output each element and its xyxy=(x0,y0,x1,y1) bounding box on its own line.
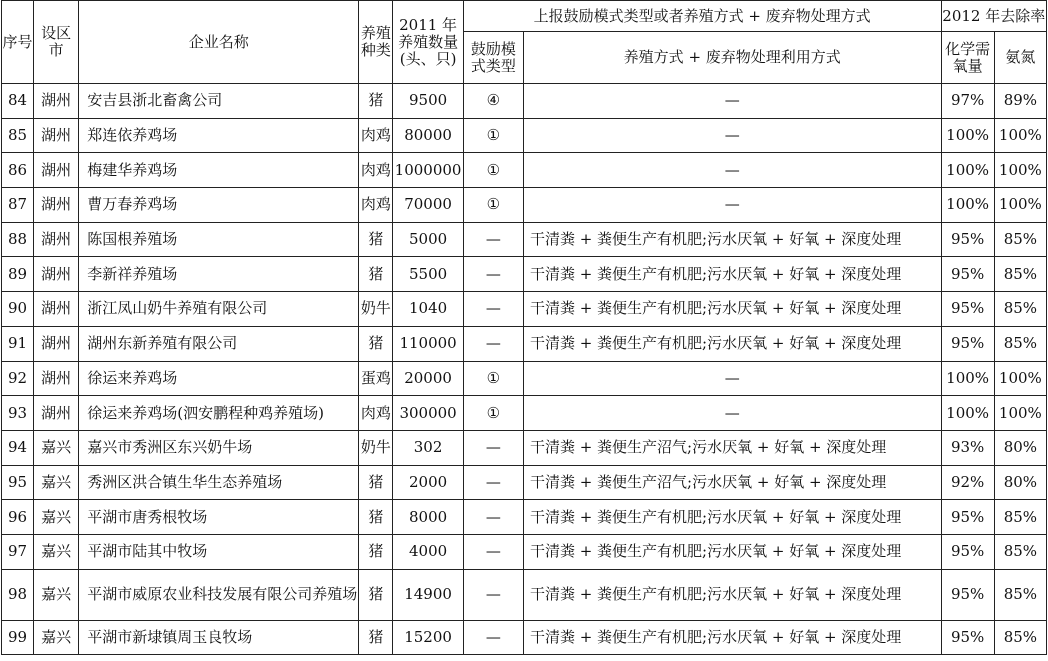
cell-method: 干清粪 + 粪便生产有机肥;污水厌氧 + 好氧 + 深度处理 xyxy=(523,620,941,655)
cell-count: 14900 xyxy=(393,569,463,620)
cell-mode-type: — xyxy=(463,620,523,655)
cell-seq: 93 xyxy=(2,396,34,431)
table-row xyxy=(2,361,1047,396)
cell-cod-removal: 100% xyxy=(941,118,994,153)
cell-nh3-removal: 85% xyxy=(994,326,1046,361)
cell-count: 2000 xyxy=(393,465,463,500)
header-seq: 序号 xyxy=(2,1,34,84)
table-row xyxy=(2,153,1047,188)
table-row xyxy=(2,188,1047,223)
cell-company-name: 徐运来养鸡场 xyxy=(79,361,359,396)
cell-company-name: 徐运来养鸡场(泗安鹏程种鸡养殖场) xyxy=(79,396,359,431)
cell-nh3-removal: 80% xyxy=(994,465,1046,500)
table-row xyxy=(2,84,1047,119)
cell-species: 奶牛 xyxy=(359,430,393,465)
cell-mode-type: ① xyxy=(463,153,523,188)
cell-count: 4000 xyxy=(393,534,463,569)
cell-method: 干清粪 + 粪便生产沼气;污水厌氧 + 好氧 + 深度处理 xyxy=(523,465,941,500)
cell-nh3-removal: 85% xyxy=(994,257,1046,292)
cell-method: — xyxy=(523,84,941,119)
cell-species: 猪 xyxy=(359,569,393,620)
cell-species: 猪 xyxy=(359,84,393,119)
cell-company-name: 嘉兴市秀洲区东兴奶牛场 xyxy=(79,430,359,465)
cell-nh3-removal: 100% xyxy=(994,396,1046,431)
cell-method: 干清粪 + 粪便生产有机肥;污水厌氧 + 好氧 + 深度处理 xyxy=(523,500,941,535)
cell-mode-type: — xyxy=(463,430,523,465)
cell-nh3-removal: 89% xyxy=(994,84,1046,119)
cell-company-name: 平湖市威原农业科技发展有限公司养殖场 xyxy=(79,569,359,620)
cell-cod-removal: 100% xyxy=(941,361,994,396)
cell-cod-removal: 95% xyxy=(941,534,994,569)
cell-cod-removal: 93% xyxy=(941,430,994,465)
cell-company-name: 安吉县浙北畜禽公司 xyxy=(79,84,359,119)
header-report-group: 上报鼓励模式类型或者养殖方式 + 废弃物处理方式 xyxy=(463,1,941,32)
cell-city: 湖州 xyxy=(34,84,79,119)
cell-mode-type: — xyxy=(463,500,523,535)
cell-seq: 87 xyxy=(2,188,34,223)
cell-seq: 88 xyxy=(2,222,34,257)
cell-mode-type: ④ xyxy=(463,84,523,119)
cell-count: 5000 xyxy=(393,222,463,257)
cell-method: 干清粪 + 粪便生产有机肥;污水厌氧 + 好氧 + 深度处理 xyxy=(523,534,941,569)
cell-method: 干清粪 + 粪便生产有机肥;污水厌氧 + 好氧 + 深度处理 xyxy=(523,326,941,361)
table-row xyxy=(2,500,1047,535)
cell-species: 肉鸡 xyxy=(359,153,393,188)
cell-city: 嘉兴 xyxy=(34,430,79,465)
cell-seq: 97 xyxy=(2,534,34,569)
cell-cod-removal: 95% xyxy=(941,569,994,620)
cell-nh3-removal: 85% xyxy=(994,222,1046,257)
cell-company-name: 平湖市唐秀根牧场 xyxy=(79,500,359,535)
cell-species: 肉鸡 xyxy=(359,396,393,431)
cell-method: 干清粪 + 粪便生产有机肥;污水厌氧 + 好氧 + 深度处理 xyxy=(523,292,941,327)
cell-count: 110000 xyxy=(393,326,463,361)
cell-seq: 96 xyxy=(2,500,34,535)
cell-species: 猪 xyxy=(359,534,393,569)
cell-mode-type: — xyxy=(463,569,523,620)
cell-cod-removal: 95% xyxy=(941,326,994,361)
cell-mode-type: ① xyxy=(463,361,523,396)
cell-method: — xyxy=(523,396,941,431)
table-row xyxy=(2,118,1047,153)
cell-seq: 86 xyxy=(2,153,34,188)
cell-seq: 90 xyxy=(2,292,34,327)
header-city: 设区市 xyxy=(34,1,79,84)
cell-city: 嘉兴 xyxy=(34,620,79,655)
cell-mode-type: — xyxy=(463,534,523,569)
cell-city: 湖州 xyxy=(34,257,79,292)
cell-mode-type: ① xyxy=(463,188,523,223)
cell-count: 302 xyxy=(393,430,463,465)
cell-cod-removal: 100% xyxy=(941,153,994,188)
table-row xyxy=(2,430,1047,465)
cell-seq: 99 xyxy=(2,620,34,655)
cell-mode-type: — xyxy=(463,326,523,361)
cell-city: 嘉兴 xyxy=(34,569,79,620)
cell-count: 80000 xyxy=(393,118,463,153)
cell-seq: 92 xyxy=(2,361,34,396)
cell-species: 猪 xyxy=(359,500,393,535)
cell-method: — xyxy=(523,188,941,223)
cell-company-name: 陈国根养殖场 xyxy=(79,222,359,257)
header-cod: 化学需氧量 xyxy=(941,32,994,84)
cell-nh3-removal: 100% xyxy=(994,361,1046,396)
cell-nh3-removal: 100% xyxy=(994,188,1046,223)
header-count-2011: 2011 年养殖数量(头、只) xyxy=(393,1,463,84)
cell-seq: 94 xyxy=(2,430,34,465)
cell-method: — xyxy=(523,361,941,396)
table-row xyxy=(2,396,1047,431)
cell-seq: 91 xyxy=(2,326,34,361)
cell-mode-type: ① xyxy=(463,118,523,153)
cell-cod-removal: 95% xyxy=(941,257,994,292)
cell-cod-removal: 100% xyxy=(941,396,994,431)
cell-seq: 89 xyxy=(2,257,34,292)
cell-company-name: 梅建华养鸡场 xyxy=(79,153,359,188)
table-row xyxy=(2,620,1047,655)
cell-nh3-removal: 85% xyxy=(994,620,1046,655)
cell-species: 肉鸡 xyxy=(359,118,393,153)
cell-species: 蛋鸡 xyxy=(359,361,393,396)
cell-nh3-removal: 100% xyxy=(994,153,1046,188)
cell-count: 20000 xyxy=(393,361,463,396)
cell-count: 8000 xyxy=(393,500,463,535)
cell-species: 肉鸡 xyxy=(359,188,393,223)
cell-city: 嘉兴 xyxy=(34,534,79,569)
cell-city: 湖州 xyxy=(34,153,79,188)
cell-company-name: 秀洲区洪合镇生华生态养殖场 xyxy=(79,465,359,500)
cell-city: 嘉兴 xyxy=(34,465,79,500)
cell-method: — xyxy=(523,153,941,188)
header-mode-type: 鼓励模式类型 xyxy=(463,32,523,84)
cell-city: 湖州 xyxy=(34,188,79,223)
cell-cod-removal: 95% xyxy=(941,222,994,257)
cell-company-name: 平湖市新埭镇周玉良牧场 xyxy=(79,620,359,655)
cell-seq: 98 xyxy=(2,569,34,620)
cell-seq: 85 xyxy=(2,118,34,153)
cell-company-name: 李新祥养殖场 xyxy=(79,257,359,292)
cell-nh3-removal: 85% xyxy=(994,292,1046,327)
cell-method: 干清粪 + 粪便生产有机肥;污水厌氧 + 好氧 + 深度处理 xyxy=(523,257,941,292)
cell-count: 15200 xyxy=(393,620,463,655)
cell-seq: 84 xyxy=(2,84,34,119)
cell-company-name: 平湖市陆其中牧场 xyxy=(79,534,359,569)
cell-count: 5500 xyxy=(393,257,463,292)
cell-method: 干清粪 + 粪便生产沼气;污水厌氧 + 好氧 + 深度处理 xyxy=(523,430,941,465)
cell-cod-removal: 95% xyxy=(941,500,994,535)
cell-city: 湖州 xyxy=(34,361,79,396)
cell-seq: 95 xyxy=(2,465,34,500)
cell-count: 70000 xyxy=(393,188,463,223)
table-row xyxy=(2,534,1047,569)
cell-mode-type: — xyxy=(463,222,523,257)
cell-mode-type: ① xyxy=(463,396,523,431)
cell-method: 干清粪 + 粪便生产有机肥;污水厌氧 + 好氧 + 深度处理 xyxy=(523,222,941,257)
header-method: 养殖方式 + 废弃物处理利用方式 xyxy=(523,32,941,84)
cell-species: 猪 xyxy=(359,326,393,361)
cell-nh3-removal: 100% xyxy=(994,118,1046,153)
cell-company-name: 郑连依养鸡场 xyxy=(79,118,359,153)
table-row xyxy=(2,569,1047,620)
cell-species: 猪 xyxy=(359,465,393,500)
cell-nh3-removal: 80% xyxy=(994,430,1046,465)
cell-method: — xyxy=(523,118,941,153)
cell-cod-removal: 95% xyxy=(941,292,994,327)
cell-mode-type: — xyxy=(463,257,523,292)
cell-nh3-removal: 85% xyxy=(994,500,1046,535)
cell-cod-removal: 97% xyxy=(941,84,994,119)
cell-count: 300000 xyxy=(393,396,463,431)
table-row xyxy=(2,222,1047,257)
header-species: 养殖种类 xyxy=(359,1,393,84)
table-row xyxy=(2,257,1047,292)
cell-species: 猪 xyxy=(359,222,393,257)
cell-city: 湖州 xyxy=(34,326,79,361)
enterprise-table xyxy=(1,0,1047,655)
cell-nh3-removal: 85% xyxy=(994,534,1046,569)
cell-species: 奶牛 xyxy=(359,292,393,327)
table-row xyxy=(2,292,1047,327)
header-company: 企业名称 xyxy=(79,1,359,84)
cell-count: 9500 xyxy=(393,84,463,119)
cell-species: 猪 xyxy=(359,620,393,655)
cell-count: 1040 xyxy=(393,292,463,327)
cell-company-name: 湖州东新养殖有限公司 xyxy=(79,326,359,361)
cell-company-name: 浙江凤山奶牛养殖有限公司 xyxy=(79,292,359,327)
table-body xyxy=(2,84,1047,655)
cell-city: 湖州 xyxy=(34,222,79,257)
cell-cod-removal: 100% xyxy=(941,188,994,223)
cell-city: 嘉兴 xyxy=(34,500,79,535)
cell-city: 湖州 xyxy=(34,396,79,431)
cell-species: 猪 xyxy=(359,257,393,292)
header-nh3: 氨氮 xyxy=(994,32,1046,84)
table-row xyxy=(2,465,1047,500)
cell-mode-type: — xyxy=(463,292,523,327)
cell-cod-removal: 95% xyxy=(941,620,994,655)
cell-method: 干清粪 + 粪便生产有机肥;污水厌氧 + 好氧 + 深度处理 xyxy=(523,569,941,620)
cell-nh3-removal: 85% xyxy=(994,569,1046,620)
cell-city: 湖州 xyxy=(34,118,79,153)
cell-city: 湖州 xyxy=(34,292,79,327)
cell-cod-removal: 92% xyxy=(941,465,994,500)
cell-company-name: 曹万春养鸡场 xyxy=(79,188,359,223)
table-row xyxy=(2,326,1047,361)
cell-count: 1000000 xyxy=(393,153,463,188)
header-removal-group: 2012 年去除率 xyxy=(941,1,1046,32)
cell-mode-type: — xyxy=(463,465,523,500)
